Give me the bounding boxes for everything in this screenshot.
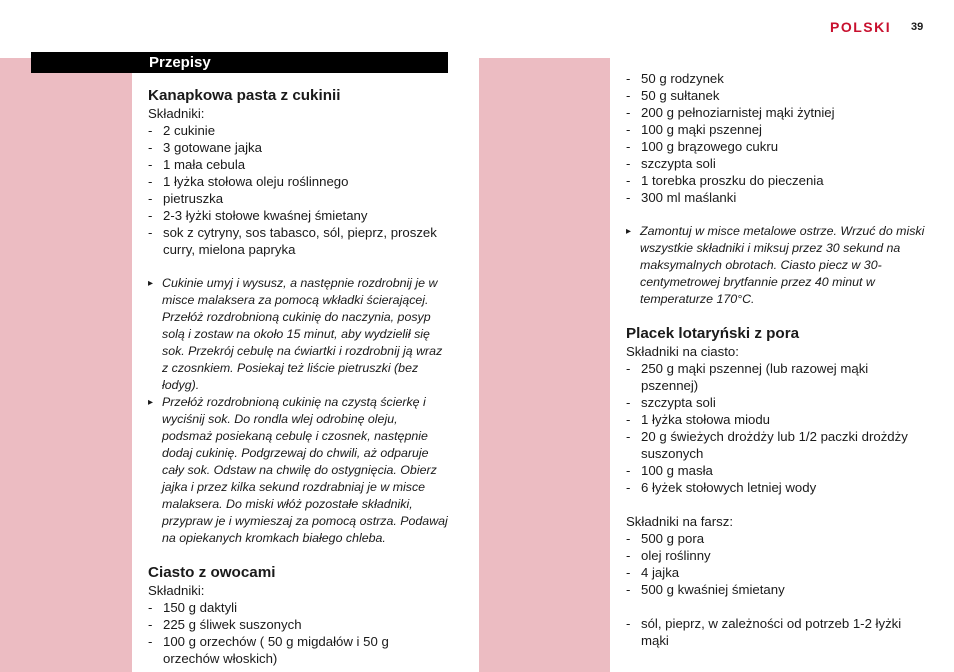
list-item: - 500 g kwaśniej śmietany <box>626 581 926 598</box>
recipe-title-leek-quiche: Placek lotaryński z pora <box>626 325 800 342</box>
list-item: - 150 g daktyli <box>148 599 448 616</box>
list-item: - 100 g mąki pszennej <box>626 121 926 138</box>
step-item: ▸ Zamontuj w misce metalowe ostrze. Wrzuć do miski wszystkie składniki i miksuj przez 30 sekund na maksymalnych obrotach. Ciasto piecz w 30-centymetrowej brytfannie przez 40 minut w temperaturze 170°C. <box>626 223 926 308</box>
list-item: - 500 g pora <box>626 530 926 547</box>
language-label: POLSKI <box>830 19 892 35</box>
step-item: ▸ Cukinie umyj i wysusz, a następnie rozdrobnij je w misce malaksera za pomocą wkładki ścierającej. Przełóż rozdrobnioną cukinię do naczynia, posyp solą i zostaw na około 15 minut, aby wydzielił się sok. Przekrój cebulę na ćwiartki i rozdrobnij ją wraz z czosnkiem. Posiekaj też liście pietruszki (bez łodyg). <box>148 275 448 394</box>
page-number: 39 <box>911 21 924 33</box>
recipe-title-fruit-cake: Ciasto z owocami <box>148 564 276 581</box>
list-item: - 1 torebka proszku do pieczenia <box>626 172 926 189</box>
ingredients-label: Składniki: <box>148 106 205 121</box>
list-item: - 200 g pełnoziarnistej mąki żytniej <box>626 104 926 121</box>
list-item: - 50 g sułtanek <box>626 87 926 104</box>
left-column <box>148 87 448 667</box>
list-item: - szczypta soli <box>626 394 926 411</box>
list-item: - olej roślinny <box>626 547 926 564</box>
list-item: - 50 g rodzynek <box>626 70 926 87</box>
ingredient-list-filling <box>626 530 926 598</box>
list-item: - 3 gotowane jajka <box>148 139 448 156</box>
ingredient-list-zucchini <box>148 122 448 258</box>
list-item: - 100 g orzechów ( 50 g migdałów i 50 g orzechów włoskich) <box>148 633 448 667</box>
list-item: - 20 g świeżych drożdży lub 1/2 paczki drożdży suszonych <box>626 428 926 462</box>
ingredients-label: Składniki: <box>148 583 205 598</box>
left-margin-panel <box>0 58 132 672</box>
list-item: - sok z cytryny, sos tabasco, sól, pieprz, proszek curry, mielona papryka <box>148 224 448 258</box>
filling-ingredients-label: Składniki na farsz: <box>626 514 734 529</box>
dough-ingredients-label: Składniki na ciasto: <box>626 344 739 359</box>
list-item: - 250 g mąki pszennej (lub razowej mąki pszennej) <box>626 360 926 394</box>
list-item: - 100 g brązowego cukru <box>626 138 926 155</box>
list-item: - 225 g śliwek suszonych <box>148 616 448 633</box>
recipe-title-zucchini: Kanapkowa pasta z cukinii <box>148 87 341 104</box>
list-item: - 4 jajka <box>626 564 926 581</box>
ingredient-list-fruit-cake-part2 <box>626 70 926 206</box>
right-margin-panel <box>479 58 610 672</box>
list-item: - pietruszka <box>148 190 448 207</box>
list-item: - 100 g masła <box>626 462 926 479</box>
list-item: - 1 mała cebula <box>148 156 448 173</box>
right-column <box>626 70 926 649</box>
ingredient-list-seasoning <box>626 615 926 649</box>
steps-fruit-cake <box>626 223 926 308</box>
list-item: - 2 cukinie <box>148 122 448 139</box>
list-item: - 2-3 łyżki stołowe kwaśnej śmietany <box>148 207 448 224</box>
list-item: - szczypta soli <box>626 155 926 172</box>
section-title: Przepisy <box>149 54 211 71</box>
ingredient-list-dough <box>626 360 926 496</box>
section-header-bar <box>31 52 448 73</box>
steps-zucchini <box>148 275 448 547</box>
list-item: - sól, pieprz, w zależności od potrzeb 1-2 łyżki mąki <box>626 615 926 649</box>
ingredient-list-fruit-cake-part1 <box>148 599 448 667</box>
step-item: ▸ Przełóż rozdrobnioną cukinię na czystą ścierkę i wyciśnij sok. Do rondla wlej odrobinę oleju, podsmaż posiekaną cebulę i czosnek, następnie dodaj cukinię. Podgrzewaj do chwili, aż odparuje cały sok. Odstaw na chwilę do ostygnięcia. Obierz jajka i przez kilka sekund rozdrabniaj je w misce malaksera. Do miski włóż pozostałe składniki, przypraw je i wymieszaj za pomocą ostrza. Podawaj na opiekanych kromkach białego chleba. <box>148 394 448 547</box>
list-item: - 1 łyżka stołowa oleju roślinnego <box>148 173 448 190</box>
list-item: - 300 ml maślanki <box>626 189 926 206</box>
list-item: - 1 łyżka stołowa miodu <box>626 411 926 428</box>
list-item: - 6 łyżek stołowych letniej wody <box>626 479 926 496</box>
